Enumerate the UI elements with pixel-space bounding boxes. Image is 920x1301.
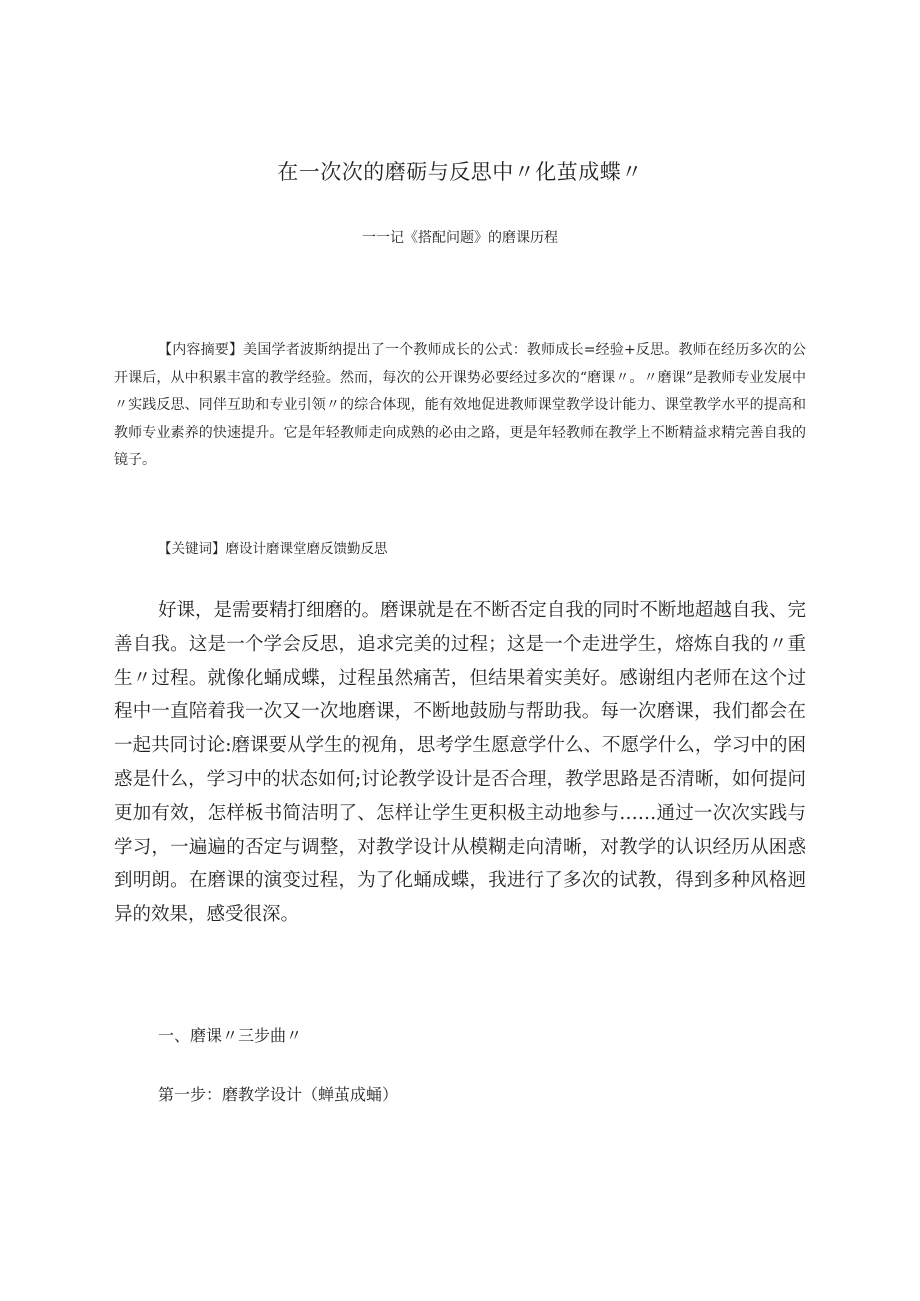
keywords-line xyxy=(158,536,808,562)
abstract-label: 【内容摘要】 xyxy=(158,342,244,358)
document-title: 在一次次的磨砺与反思中〃化茧成蝶〃 xyxy=(277,160,643,184)
document-subtitle: 一一记《搭配问题》的磨课历程 xyxy=(362,230,558,246)
section-heading: 一、磨课〃三步曲〃 xyxy=(158,1026,303,1045)
abstract-text: 美国学者波斯纳提出了一个教师成长的公式：教师成长=经验+反思。教师在经历多次的公开课后，从中积累丰富的教学经验。然而，每次的公开课势必要经过多次的“磨课〃。〃磨课”是教师专业发展中〃实践反思、同伴互助和专业引领〃的综合体现，能有效地促进教师课堂教学设计能力、课堂教学水平的提高和教师专业素养的快速提升。它是年轻教师走向成熟的必由之路，更是年轻教师在教学上不断精益求精完善自我的镜子。 xyxy=(114,342,806,469)
body-paragraph: 好课，是需要精打细磨的。磨课就是在不断否定自我的同时不断地超越自我、完善自我。这是一个学会反思，追求完美的过程；这是一个走进学生，熔炼自我的〃重生〃过程。就像化蛹成蝶，过程虽然痛苦，但结果着实美好。感谢组内老师在这个过程中一直陪着我一次又一次地磨课，不断地鼓励与帮助我。每一次磨课，我们都会在一起共同讨论:磨课要从学生的视角，思考学生愿意学什么、不愿学什么，学习中的困惑是什么，学习中的状态如何;讨论教学设计是否合理，教学思路是否清晰，如何提问更加有效，怎样板书简洁明了、怎样让学生更积极主动地参与……通过一次次实践与学习，一遍遍的否定与调整，对教学设计从模糊走向清晰，对教学的认识经历从困惑到明朗。在磨课的演变过程，为了化蛹成蝶，我进行了多次的试教，得到多种风格迥异的效果，感受很深。 xyxy=(114,600,806,926)
keywords-text: 磨设计磨课堂磨反馈勤反思 xyxy=(225,541,388,557)
keywords-label: 【关键词】 xyxy=(158,541,226,557)
abstract-paragraph xyxy=(114,337,806,475)
step-heading: 第一步：磨教学设计（蝉茧成蛹） xyxy=(158,1085,399,1104)
